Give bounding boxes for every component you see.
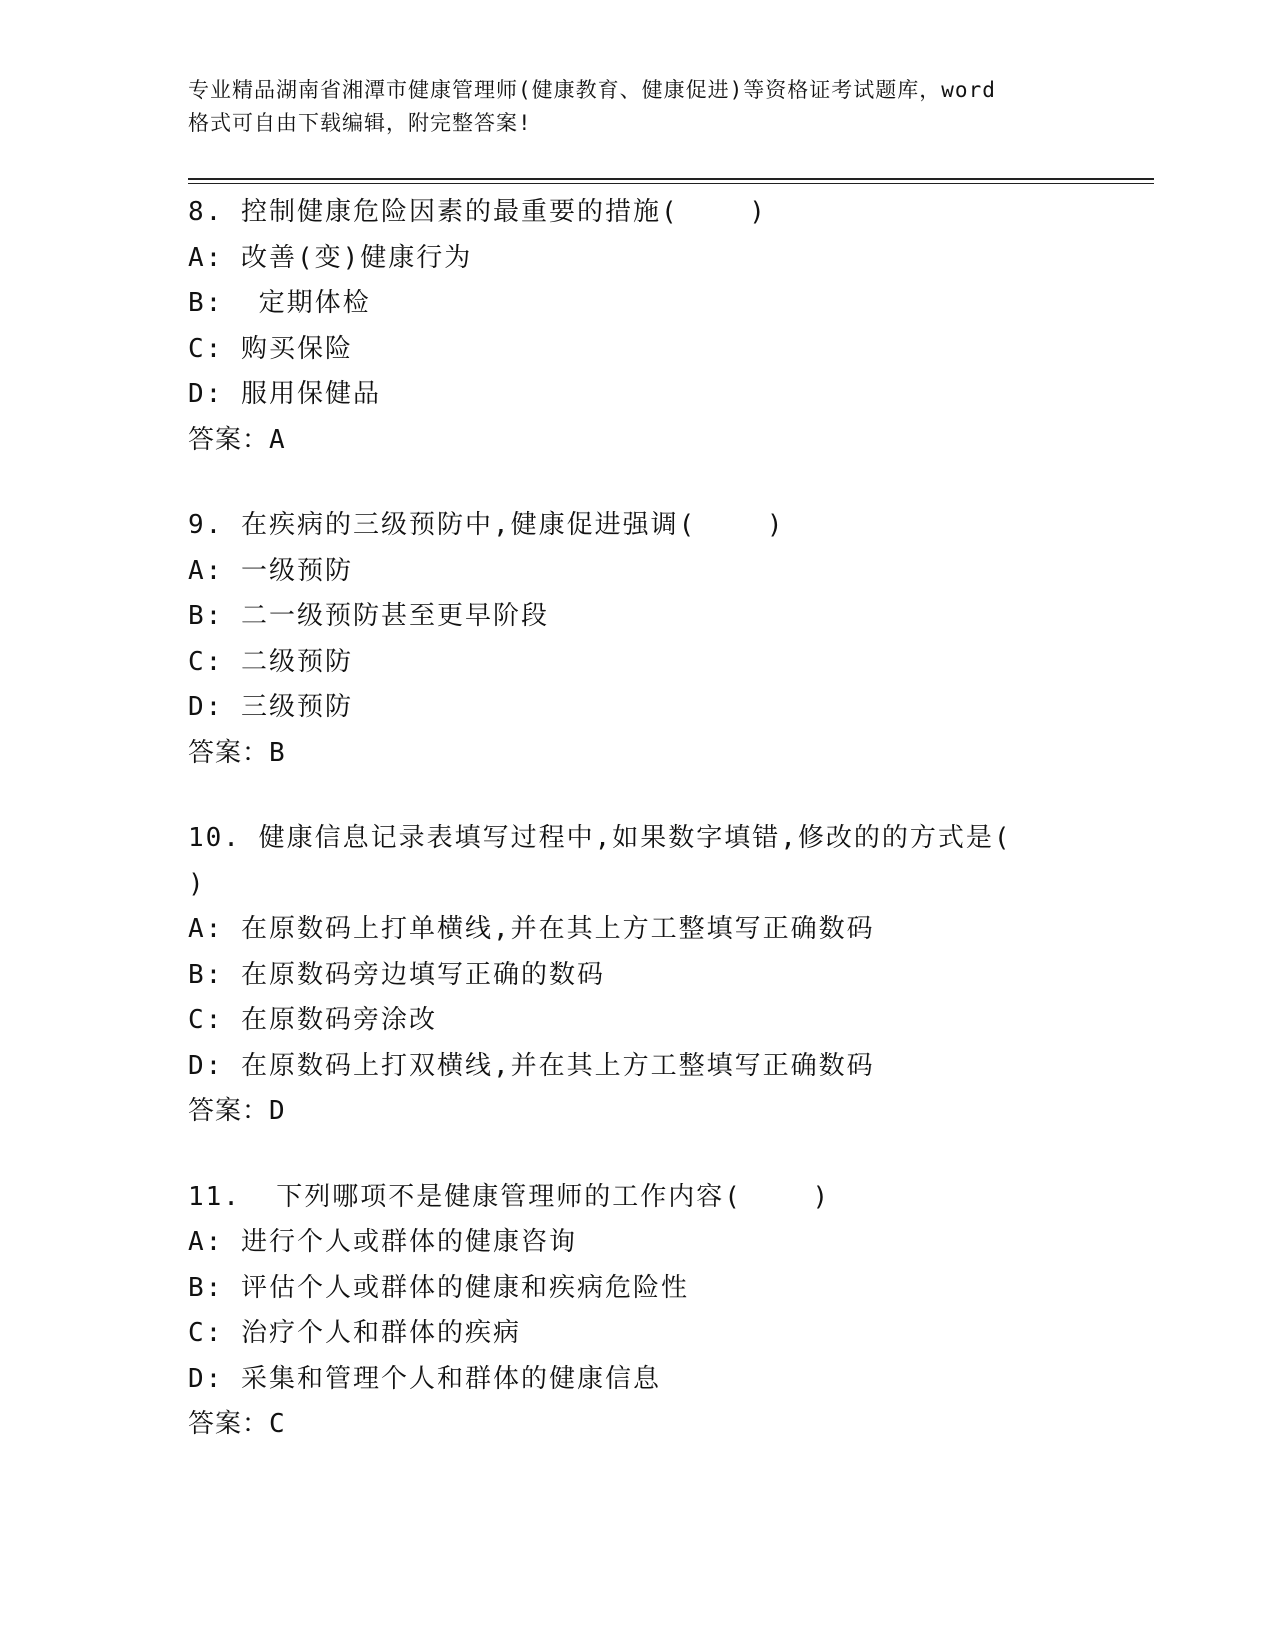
answer-value: B xyxy=(269,737,286,768)
option-d: D: 采集和管理个人和群体的健康信息 xyxy=(188,1363,661,1394)
option-d: D: 在原数码上打双横线,并在其上方工整填写正确数码 xyxy=(188,1050,875,1081)
question-11 xyxy=(188,1175,1088,1448)
option-d: D: 服用保健品 xyxy=(188,379,381,409)
option-c: C: 治疗个人和群体的疾病 xyxy=(188,1318,521,1348)
answer-line xyxy=(188,1089,1088,1135)
question-stem: 11. 下列哪项不是健康管理师的工作内容( ) xyxy=(188,1181,831,1212)
question-stem: 8. 控制健康危险因素的最重要的措施( ) xyxy=(188,197,767,227)
option-b: B: 二一级预防甚至更早阶段 xyxy=(188,601,549,631)
question-stem: 10. 健康信息记录表填写过程中,如果数字填错,修改的的方式是( xyxy=(188,823,1012,853)
answer-label: 答案： xyxy=(188,1409,270,1439)
question-stem: 9. 在疾病的三级预防中,健康促进强调( ) xyxy=(188,510,785,540)
option-a: A: 进行个人或群体的健康咨询 xyxy=(188,1227,577,1257)
header-divider xyxy=(188,178,1154,184)
option-b: B: 定期体检 xyxy=(188,288,371,318)
question-stem-continued: ) xyxy=(188,868,206,899)
answer-label: 答案： xyxy=(188,1096,270,1126)
option-c: C: 二级预防 xyxy=(188,646,353,677)
question-9 xyxy=(188,503,1088,776)
answer-line xyxy=(188,418,1088,464)
header-line-1: 专业精品湖南省湘潭市健康管理师(健康教育、健康促进)等资格证考试题库，word xyxy=(188,78,996,102)
answer-value: D xyxy=(269,1096,286,1126)
option-a: A: 在原数码上打单横线,并在其上方工整填写正确数码 xyxy=(188,914,875,944)
option-c: C: 购买保险 xyxy=(188,333,353,364)
answer-value: C xyxy=(269,1409,286,1439)
option-d: D: 三级预防 xyxy=(188,692,353,722)
answer-line xyxy=(188,731,1088,777)
answer-value: A xyxy=(269,424,286,455)
question-list xyxy=(188,190,1088,1488)
document-header xyxy=(188,74,1088,140)
option-b: B: 在原数码旁边填写正确的数码 xyxy=(188,959,605,990)
question-8 xyxy=(188,190,1088,463)
answer-label: 答案： xyxy=(188,424,270,455)
option-c: C: 在原数码旁涂改 xyxy=(188,1005,437,1035)
option-a: A: 改善(变)健康行为 xyxy=(188,242,473,273)
question-10 xyxy=(188,816,1088,1135)
answer-label: 答案： xyxy=(188,737,270,768)
header-line-2: 格式可自由下载编辑，附完整答案! xyxy=(188,111,532,135)
option-b: B: 评估个人或群体的健康和疾病危险性 xyxy=(188,1272,689,1303)
answer-line xyxy=(188,1402,1088,1448)
option-a: A: 一级预防 xyxy=(188,555,353,586)
